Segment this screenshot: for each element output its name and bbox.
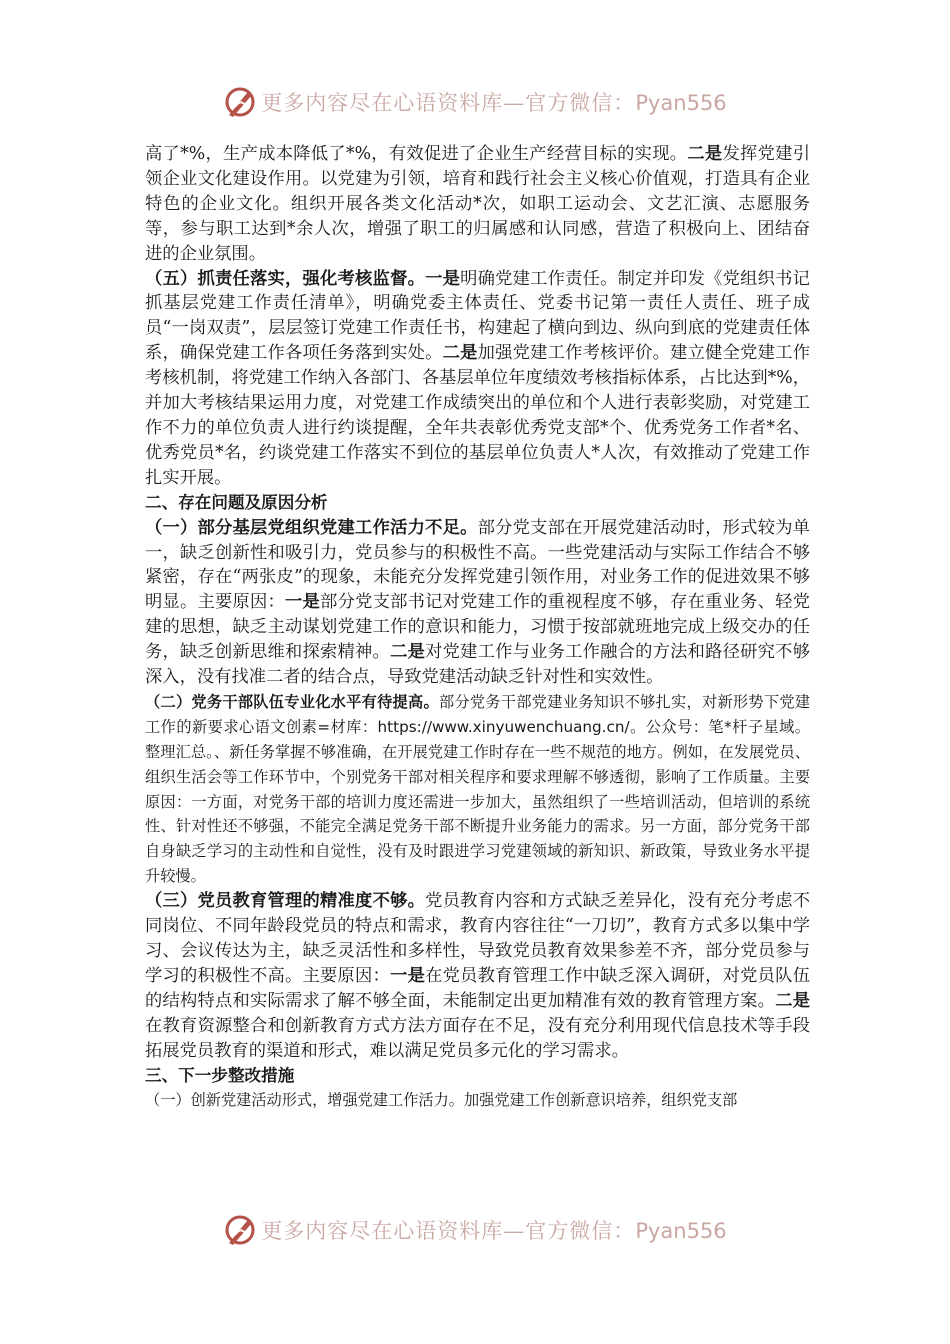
pen-logo-icon: [223, 1213, 257, 1247]
bold-marker: 二是: [775, 990, 810, 1011]
bold-marker: 二是: [687, 144, 723, 164]
section-title: （二）党务干部队伍专业化水平有待提高。: [145, 692, 439, 711]
section-title: （五）抓责任落实，强化考核监督。: [145, 268, 426, 289]
bold-marker: 二是: [442, 343, 478, 364]
text-span: 明确党建工作责任。制定并印发《党组织书记抓基层党建工作责任清单》，明确党委主体责任、党委书记第一责任人责任、班子成员“一岗双责”，层层签订党建工作责任书，构建起了横向到边、纵向到底的党建责任体系，确保党建工作各项任务落到实处。: [145, 268, 810, 364]
paragraph-measure-1: （一）创新党建活动形式，增强党建工作活力。加强党建工作创新意识培养，组织党支部: [145, 1091, 738, 1110]
wechat-id: Pyan556: [635, 91, 727, 115]
text-span: 党员教育内容和方式缺乏差异化，没有充分考虑不同岗位、不同年龄段党员的特点和需求，教育内容往往“一刀切”，教育方式多以集中学习、会议传达为主，缺乏灵活性和多样性，导致党员教育效果参差不齐，部分党员参与学习的积极性不高。主要原因：: [145, 891, 810, 986]
paragraph-problem-1: [145, 516, 810, 690]
text-span: 发挥党建引领企业文化建设作用。以党建为引领，培育和践行社会主义核心价值观，打造具有企业特色的企业文化。组织开展各类文化活动*次，如职工运动会、文艺汇演、志愿服务等，参与职工达到*余人次，增强了职工的归属感和认同感，营造了积极向上、团结奋进的企业氛围。: [145, 144, 810, 264]
watermark-text: [261, 87, 726, 117]
watermark-label: 更多内容尽在心语资料库—官方微信：: [261, 1219, 636, 1243]
paragraph-problem-2: [145, 690, 810, 889]
paragraph-problem-3: [145, 889, 810, 1063]
heading-next-steps: 三、下一步整改措施: [145, 1065, 295, 1085]
text-span: 部分党支部在开展党建活动时，形式较为单一，缺乏创新性和吸引力，党员参与的积极性不高。一些党建活动与实际工作结合不够紧密，存在“两张皮”的现象，未能充分发挥党建引领作用，对业务工作的促进效果不够明显。主要原因：: [145, 517, 810, 613]
text-span: 部分党支部书记对党建工作的重视程度不够，存在重业务、轻党建的思想，缺乏主动谋划党建工作的意识和能力，习惯于按部就班地完成上级交办的任务，缺乏创新思维和探索精神。: [145, 592, 810, 663]
text-span: 在党员教育管理工作中缺乏深入调研，对党员队伍的结构特点和实际需求了解不够全面，未能制定出更加精准有效的教育管理方案。: [145, 965, 810, 1011]
bold-marker: 一是: [285, 592, 321, 613]
bold-marker: 二是: [390, 642, 426, 663]
bold-marker: 一是: [425, 268, 461, 289]
document-body: [145, 142, 810, 1113]
header-watermark-banner: [0, 80, 950, 124]
text-span: 在教育资源整合和创新教育方式方法方面存在不足，没有充分利用现代信息技术等手段拓展党员教育的渠道和形式，难以满足党员多元化的学习需求。: [145, 1015, 810, 1061]
heading-problems: 二、存在问题及原因分析: [145, 492, 328, 512]
bold-marker: 一是: [390, 965, 426, 986]
watermark-text: [261, 1215, 726, 1245]
section-title: （一）部分基层党组织党建工作活力不足。: [145, 517, 478, 538]
paragraph-culture: [145, 142, 810, 267]
footer-watermark-banner: [0, 1208, 950, 1252]
pen-logo-icon: [223, 85, 257, 119]
text-span: 加强党建工作考核评价。建立健全党建工作考核机制，将党建工作纳入各部门、各基层单位年度绩效考核指标体系，占比达到*%，并加大考核结果运用力度，对党建工作成绩突出的单位和个人进行表彰奖励，对党建工作不力的单位负责人进行约谈提醒，全年共表彰优秀党支部*个、优秀党务工作者*名、优秀党员*名，约谈党建工作落实不到位的基层单位负责人*人次，有效推动了党建工作扎实开展。: [145, 343, 810, 488]
text-span: 高了*%，生产成本降低了*%，有效促进了企业生产经营目标的实现。: [145, 144, 688, 164]
text-span: 部分党务干部党建业务知识不够扎实，对新形势下党建工作的新要求心语文创素=材库：https://www.xinyuwenchuang.cn/。公众号：笔*杆子星域。整理汇总。、新任务掌握不够准确，在开展党建工作时存在一些不规范的地方。例如，在发展党员、组织生活会等工作环节中，个别党务干部对相关程序和要求理解不够透彻，影响了工作质量。主要原因：一方面，对党务干部的培训力度还需进一步加大，虽然组织了一些培训活动，但培训的系统性、针对性还不够强，不能完全满足党务干部不断提升业务能力的需求。另一方面，部分党务干部自身缺乏学习的主动性和自觉性，没有及时跟进学习党建领域的新知识、新政策，导致业务水平提升较慢。: [145, 692, 811, 886]
text-span: 对党建工作与业务工作融合的方法和路径研究不够深入，没有找准二者的结合点，导致党建活动缺乏针对性和实效性。: [145, 642, 810, 688]
watermark-label: 更多内容尽在心语资料库—官方微信：: [261, 91, 636, 115]
paragraph-responsibility: [145, 267, 810, 491]
wechat-id: Pyan556: [635, 1219, 727, 1243]
section-title: （三）党员教育管理的精准度不够。: [145, 891, 426, 912]
